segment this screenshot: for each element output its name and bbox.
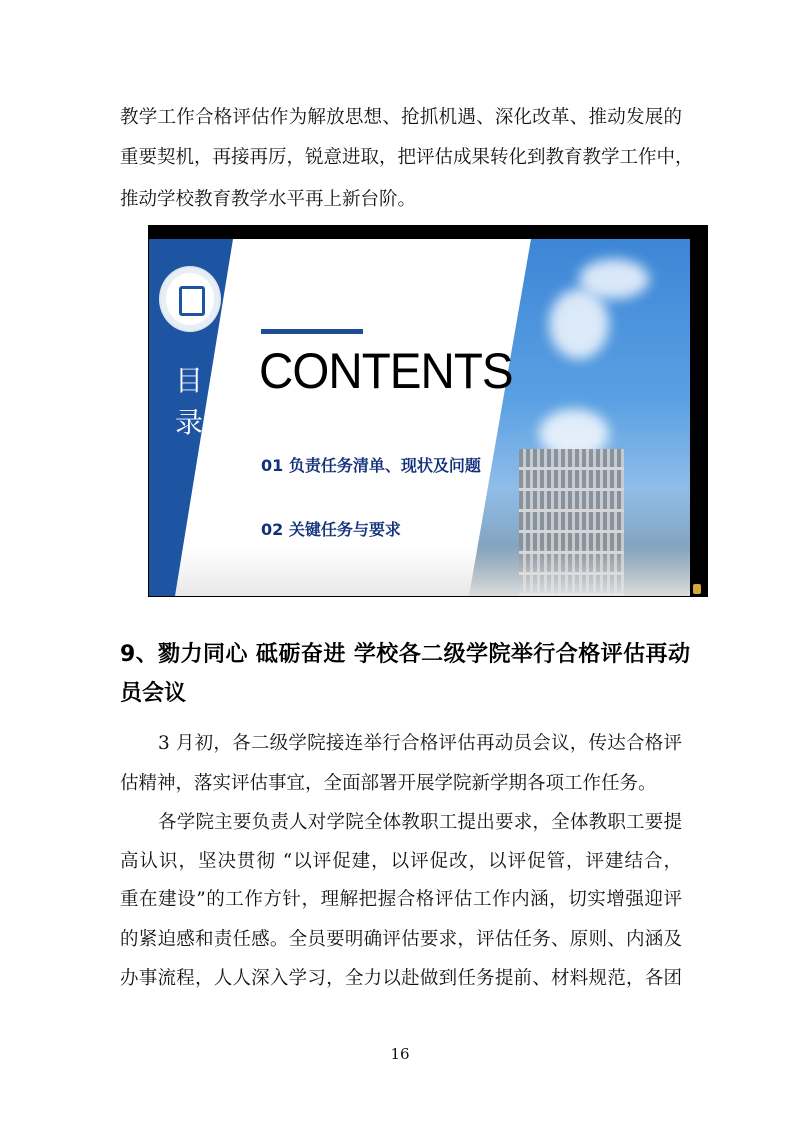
- text-line: 重在建设”的工作方针，理解把握合格评估工作内涵，切实增强迎评: [120, 889, 682, 910]
- text-line: 教学工作合格评估作为解放思想、抢抓机遇、深化改革、推动发展的: [120, 107, 682, 128]
- text-line: 的紧迫感和责任感。全员要明确评估要求，评估任务、原则、内涵及: [120, 929, 682, 950]
- side-title-char: 目: [174, 364, 203, 397]
- slide-screenshot: [148, 225, 708, 597]
- text-line: 各学院主要负责人对学院全体教职工提出要求，全体教职工要提: [158, 812, 682, 833]
- text-line: 推动学校教育教学水平再上新台阶。: [120, 189, 417, 210]
- user-icon: [693, 584, 701, 594]
- text-line: 估精神，落实评估事宜，全面部署开展学院新学期各项工作任务。: [120, 773, 657, 794]
- section-heading: 员会议: [120, 681, 187, 706]
- contents-item: 02 关键任务与要求: [261, 520, 401, 539]
- section-heading: 9、勠力同心 砥砺奋进 学校各二级学院举行合格评估再动: [120, 642, 690, 667]
- contents-item: 01 负责任务清单、现状及问题: [261, 456, 481, 475]
- school-seal-logo: [159, 266, 221, 332]
- text-line: 高认识，坚决贯彻 “以评促建，以评促改，以评促管，评建结合，: [120, 851, 682, 872]
- title-rule: [261, 329, 363, 334]
- text-line: 重要契机，再接再厉，锐意进取，把评估成果转化到教育教学工作中，: [120, 147, 694, 168]
- slide-title: CONTENTS: [259, 343, 513, 399]
- text-line: 3 月初，各二级学院接连举行合格评估再动员会议，传达合格评: [158, 733, 682, 754]
- side-title-char: 录: [174, 406, 203, 439]
- text-line: 办事流程，人人深入学习，全力以赴做到任务提前、材料规范，各团: [120, 968, 682, 989]
- page-number: 16: [390, 1045, 410, 1063]
- slide-content: [149, 239, 690, 596]
